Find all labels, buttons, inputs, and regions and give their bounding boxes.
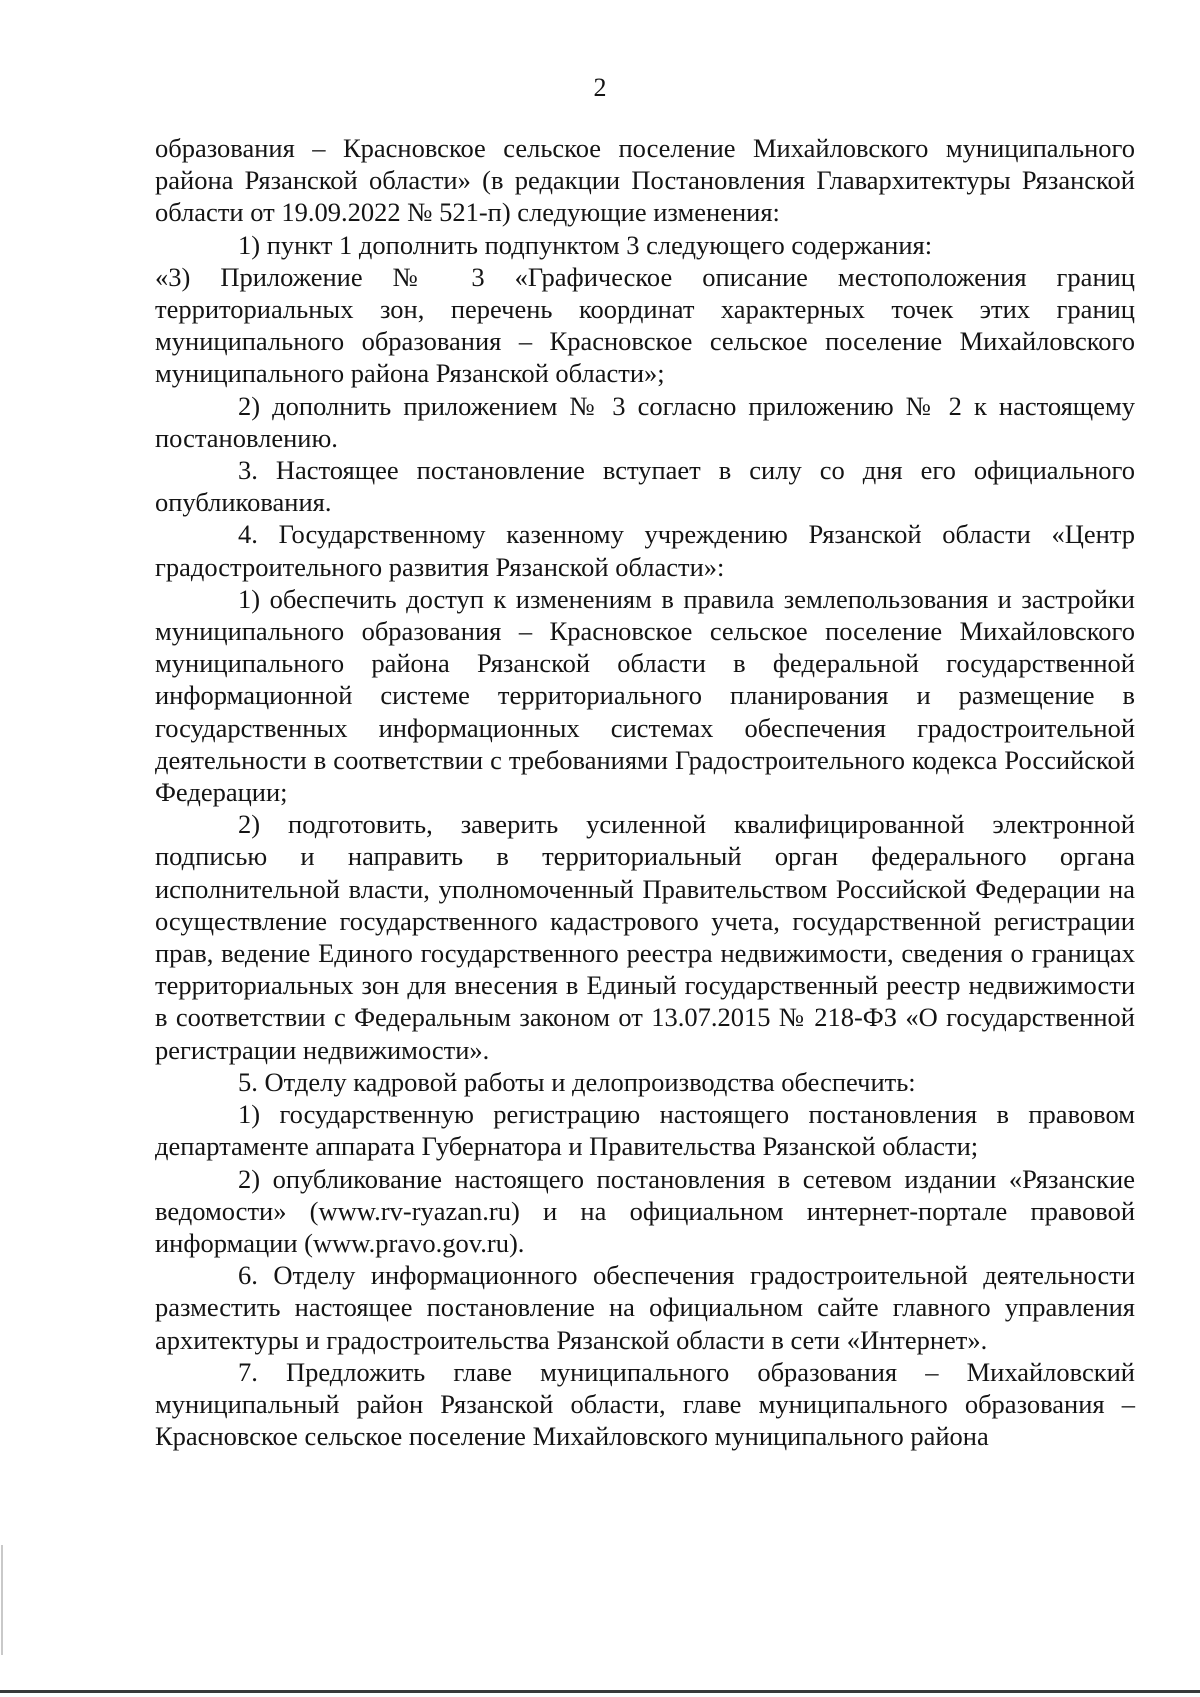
paragraph-10: 1) государственную регистрацию настоящего постановления в правовом департаменте аппарата Губернатора и Правительства Рязанской области; xyxy=(155,1099,1135,1162)
paragraph-1: образования – Красновское сельское поселение Михайловского муниципального района Рязанской области» (в редакции Постановления Главархитектуры Рязанской области от 19.09.2022 № 521-п) следующие изменения: xyxy=(155,133,1135,228)
paragraph-13: 7. Предложить главе муниципального образования – Михайловский муниципальный район Рязанской области, главе муниципального образования – Красновское сельское поселение Михайловского муниципального района xyxy=(155,1356,1135,1452)
paragraph-4: 2) дополнить приложением № 3 согласно приложению № 2 к настоящему постановлению. xyxy=(155,390,1135,453)
scan-edge-mark xyxy=(1,1545,3,1655)
paragraph-6: 4. Государственному казенному учреждению Рязанской области «Центр градостроительного развития Рязанской области»: xyxy=(155,519,1135,582)
paragraph-9: 5. Отделу кадровой работы и делопроизводства обеспечить: xyxy=(238,1066,916,1097)
paragraph-8: 2) подготовить, заверить усиленной квалифицированной электронной подписью и направить в территориальный орган федерального органа исполнительной власти, уполномоченный Правительством Российской Федерации на осуществление государственного кадастрового учета, государственной регистрации прав, ведение Единого государственного реестра недвижимости, сведения о границах территориальных зон для внесения в Единый государственный реестр недвижимости в соответствии с Федеральным законом от 13.07.2015 № 218-ФЗ «О государственной регистрации недвижимости». xyxy=(155,809,1135,1065)
scan-bottom-edge xyxy=(0,1690,1200,1693)
page-number: 2 xyxy=(593,73,607,102)
paragraph-12: 6. Отделу информационного обеспечения градостроительной деятельности разместить настоящее постановление на официальном сайте главного управления архитектуры и градостроительства Рязанской области в сети «Интернет». xyxy=(155,1260,1135,1355)
paragraph-11: 2) опубликование настоящего постановления в сетевом издании «Рязанские ведомости» (www.rv-ryazan.ru) и на официальном интернет-портале правовой информации (www.pravo.gov.ru). xyxy=(155,1163,1135,1258)
paragraph-3: «3) Приложение № 3 «Графическое описание местоположения границ территориальных зон, перечень координат характерных точек этих границ муниципального образования – Красновское сельское поселение Михайловского муниципального района Рязанской области»; xyxy=(155,261,1135,389)
paragraph-2: 1) пункт 1 дополнить подпунктом 3 следующего содержания: xyxy=(238,229,933,260)
paragraph-7: 1) обеспечить доступ к изменениям в правила землепользования и застройки муниципального образования – Красновское сельское поселение Михайловского муниципального района Рязанской области в федеральной государственной информационной системе территориального планирования и размещение в государственных информационных системах обеспечения градостроительной деятельности в соответствии с требованиями Градостроительного кодекса Российской Федерации; xyxy=(155,583,1135,808)
document-body xyxy=(155,132,1135,1452)
paragraph-5: 3. Настоящее постановление вступает в силу со дня его официального опубликования. xyxy=(155,455,1135,518)
